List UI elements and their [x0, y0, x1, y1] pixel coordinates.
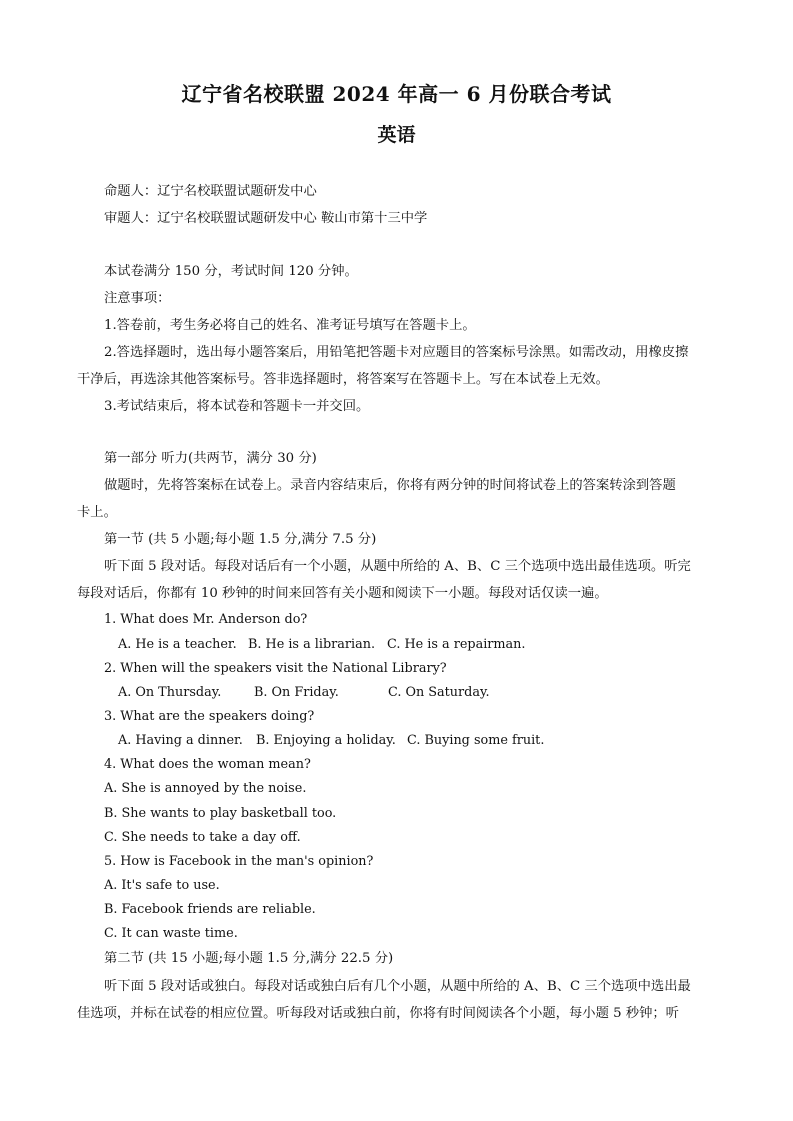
note-2-line-2: 干净后，再选涂其他答案标号。答非选择题时，将答案写在答题卡上。写在本试卷上无效。: [77, 372, 609, 387]
q5-option-c: C. It can waste time.: [104, 926, 238, 941]
q1-option-c: C. He is a repairman.: [387, 637, 526, 652]
question-1: 1. What does Mr. Anderson do?: [104, 612, 308, 627]
section1-instr-line-1: 听下面 5 段对话。每段对话后有一个小题，从题中所给的 A、B、C 三个选项中选出最佳选项。听完: [104, 559, 691, 574]
part1-instr-line-2: 卡上。: [77, 505, 117, 520]
section1-heading: 第一节 (共 5 小题;每小题 1.5 分,满分 7.5 分): [104, 532, 377, 547]
q2-option-b: B. On Friday.: [254, 685, 339, 700]
note-3: 3.考试结束后，将本试卷和答题卡一并交回。: [104, 399, 370, 414]
part1-instr-line-1: 做题时，先将答案标在试卷上。录音内容结束后，你将有两分钟的时间将试卷上的答案转涂到答题: [104, 478, 676, 493]
section1-instr-line-2: 每段对话后，你都有 10 秒钟的时间来回答有关小题和阅读下一小题。每段对话仅读一遍。: [77, 586, 608, 601]
question-3: 3. What are the speakers doing?: [104, 709, 315, 724]
q3-option-c: C. Buying some fruit.: [407, 733, 545, 748]
q5-option-a: A. It's safe to use.: [104, 878, 220, 893]
exam-subject: 英语: [377, 124, 416, 146]
section2-instr-line-2: 佳选项，并标在试卷的相应位置。听每段对话或独白前，你将有时间阅读各个小题，每小题 5 秒钟；听: [77, 1006, 679, 1021]
exam-title: 辽宁省名校联盟 2024 年高一 6 月份联合考试: [181, 82, 612, 106]
question-4: 4. What does the woman mean?: [104, 757, 311, 772]
section2-heading: 第二节 (共 15 小题;每小题 1.5 分,满分 22.5 分): [104, 951, 394, 966]
q4-option-a: A. She is annoyed by the noise.: [104, 781, 307, 796]
question-5: 5. How is Facebook in the man's opinion?: [104, 854, 374, 869]
q3-option-b: B. Enjoying a holiday.: [256, 733, 396, 748]
q2-option-a: A. On Thursday.: [118, 685, 222, 700]
part1-heading: 第一部分 听力(共两节，满分 30 分): [104, 451, 317, 466]
q2-option-c: C. On Saturday.: [388, 685, 490, 700]
q4-option-b: B. She wants to play basketball too.: [104, 806, 337, 821]
q3-option-a: A. Having a dinner.: [118, 733, 243, 748]
note-1: 1.答卷前，考生务必将自己的姓名、准考证号填写在答题卡上。: [104, 318, 476, 333]
q1-option-a: A. He is a teacher.: [118, 637, 237, 652]
section2-instr-line-1: 听下面 5 段对话或独白。每段对话或独白后有几个小题，从题中所给的 A、B、C 三个选项中选出最: [104, 979, 691, 994]
q1-option-b: B. He is a librarian.: [248, 637, 376, 652]
notes-heading: 注意事项：: [104, 291, 171, 306]
note-2-line-1: 2.答选择题时，选出每小题答案后，用铅笔把答题卡对应题目的答案标号涂黑。如需改动，用橡皮擦: [104, 345, 689, 360]
q5-option-b: B. Facebook friends are reliable.: [104, 902, 316, 917]
q4-option-c: C. She needs to take a day off.: [104, 830, 301, 845]
setter-line: 命题人：辽宁名校联盟试题研发中心: [104, 184, 317, 199]
question-2: 2. When will the speakers visit the National Library?: [104, 661, 447, 676]
reviewer-line: 审题人：辽宁名校联盟试题研发中心 鞍山市第十三中学: [104, 211, 428, 226]
score-time-line: 本试卷满分 150 分，考试时间 120 分钟。: [104, 264, 358, 279]
